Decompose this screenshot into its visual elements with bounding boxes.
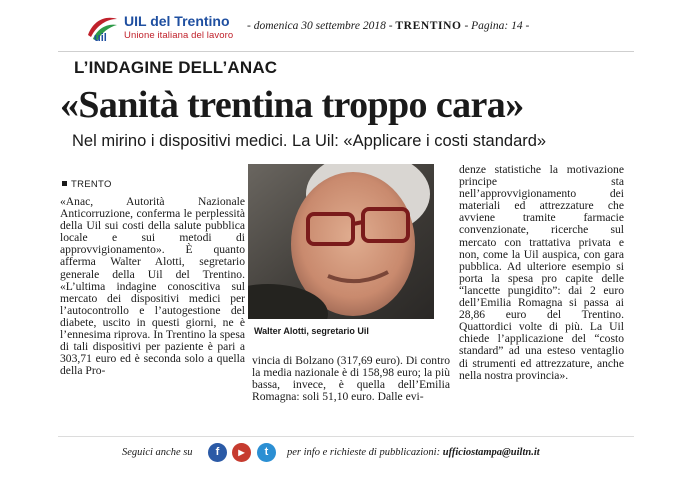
twitter-icon[interactable]: t xyxy=(257,443,276,462)
header-divider xyxy=(58,51,634,52)
masthead-page: - Pagina: 14 - xyxy=(464,20,530,32)
facebook-icon[interactable]: f xyxy=(208,443,227,462)
footer-email-link[interactable]: ufficiostampa@uiltn.it xyxy=(442,447,540,458)
article-headline: «Sanità trentina troppo cara» xyxy=(60,84,524,126)
youtube-icon[interactable]: ▶ xyxy=(232,443,251,462)
svg-text:uil: uil xyxy=(94,32,107,43)
masthead-date: - domenica 30 settembre 2018 - xyxy=(247,20,393,32)
masthead-publication: TRENTINO xyxy=(395,20,462,32)
dateline xyxy=(62,179,112,190)
footer-info xyxy=(287,447,540,458)
article-subhead: Nel mirino i dispositivi medici. La Uil: «Applicare i costi standard» xyxy=(72,132,547,150)
article-column-1: «Anac, Autorità Nazionale Anticorruzione, conferma le perplessità della Uil sui costi della salute pubblica locale e sui metodi di approvvigionamento». È quanto afferma Walter Alotti, segretario generale della Uil del Trentino. «L’ultima indagine conoscitiva sul mercato dei dispositivi medici per l’autocontrollo e l’autogestione del diabete, uscito in questi giorni, ne è l’ennesima riprova. In Trentino la spesa di tali dispositivi per paziente è pari a 303,71 euro ed è seconda solo a quella della Pro- xyxy=(60,195,245,378)
footer-follow-text: Seguici anche su xyxy=(122,447,193,458)
dateline-bullet-icon xyxy=(62,181,67,186)
article-column-3: denze statistiche la motivazione principe sta nell’approvvigionamento dei materiali ed attrezzature che avviene tramite farmacie convenzionate, ricerche sul mercato con trattativa privata e non, come la Uil auspica, con gara pubblica. Ad ulteriore esempio si porta la spesa pro capite delle “lancette pungidito”: dai 2 euro dell’Emilia Romagna si passa ai 28,86 euro del Trentino. Quattordici volte di più. La Uil chiede l’applicazione del “costo standard” ad una esteso ventaglio di strumenti ed attrezzature, anche nella nostra provincia». xyxy=(459,163,624,382)
footer-info-text: per info e richieste di pubblicazioni: xyxy=(287,447,441,458)
masthead xyxy=(247,20,529,32)
portrait-photo xyxy=(248,164,434,319)
uil-logo-icon xyxy=(85,13,119,43)
article-kicker: L’INDAGINE DELL’ANAC xyxy=(74,58,278,77)
brand-name: UIL del Trentino xyxy=(124,13,230,29)
article-column-2: vincia di Bolzano (317,69 euro). Di contro la media nazionale è di 158,98 euro; la più bassa, invece, è quella dell’Emilia Romagna: soli 51,10 euro. Dalle evi- xyxy=(252,354,450,404)
brand-tagline: Unione italiana del lavoro xyxy=(124,30,234,41)
footer-divider xyxy=(58,436,634,437)
photo-caption: Walter Alotti, segretario Uil xyxy=(254,326,369,336)
dateline-text: TRENTO xyxy=(71,179,112,190)
